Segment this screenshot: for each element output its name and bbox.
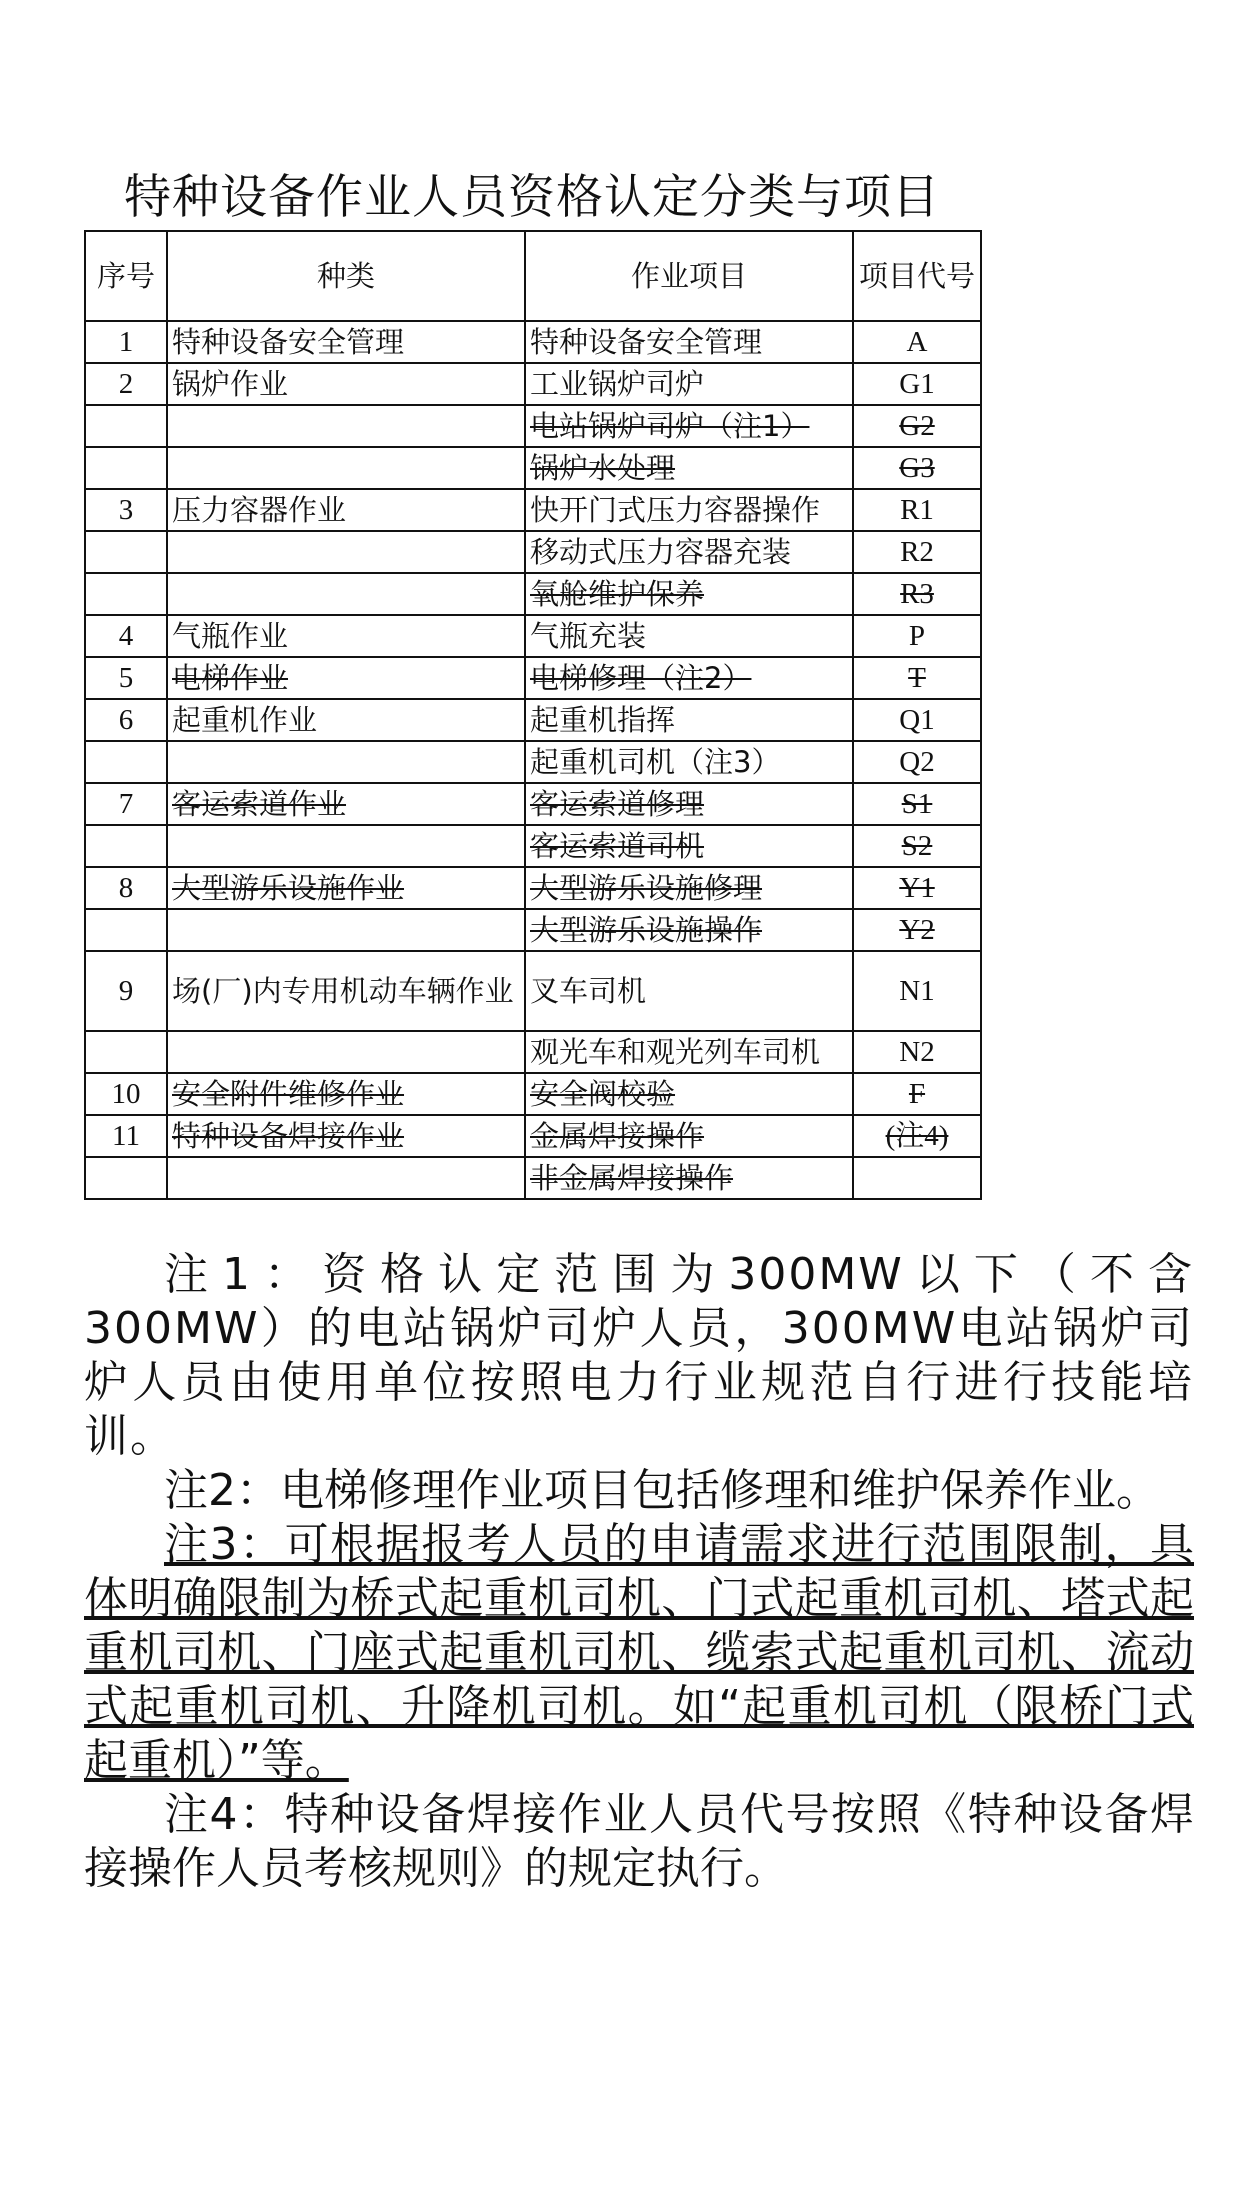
row-code: G3 xyxy=(853,447,981,489)
note-4: 注4：特种设备焊接作业人员代号按照《特种设备焊接操作人员考核规则》的规定执行。 xyxy=(84,1789,1194,1894)
row-item: 安全阀校验 xyxy=(525,1073,853,1115)
table-row xyxy=(85,1157,981,1199)
row-code: F xyxy=(853,1073,981,1115)
table-row xyxy=(85,615,981,657)
row-number xyxy=(85,825,167,867)
row-number: 2 xyxy=(85,363,167,405)
row-code: R1 xyxy=(853,489,981,531)
row-kind xyxy=(167,909,525,951)
row-kind: 气瓶作业 xyxy=(167,615,525,657)
row-kind xyxy=(167,405,525,447)
row-number xyxy=(85,531,167,573)
header-code: 项目代号 xyxy=(853,231,981,321)
row-code: R3 xyxy=(853,573,981,615)
table-row xyxy=(85,657,981,699)
row-item: 气瓶充装 xyxy=(525,615,853,657)
row-number: 11 xyxy=(85,1115,167,1157)
row-code xyxy=(853,1157,981,1199)
row-number: 1 xyxy=(85,321,167,363)
row-item: 叉车司机 xyxy=(525,951,853,1031)
row-kind xyxy=(167,1157,525,1199)
row-kind: 客运索道作业 xyxy=(167,783,525,825)
row-code: N1 xyxy=(853,951,981,1031)
row-number: 7 xyxy=(85,783,167,825)
row-item: 金属焊接操作 xyxy=(525,1115,853,1157)
table-body xyxy=(85,321,981,1199)
row-number xyxy=(85,573,167,615)
header-seq: 序号 xyxy=(85,231,167,321)
row-item: 大型游乐设施修理 xyxy=(525,867,853,909)
table-row xyxy=(85,909,981,951)
table-row xyxy=(85,489,981,531)
row-code: Y1 xyxy=(853,867,981,909)
row-number: 8 xyxy=(85,867,167,909)
row-number xyxy=(85,1157,167,1199)
row-code: Y2 xyxy=(853,909,981,951)
row-kind: 电梯作业 xyxy=(167,657,525,699)
page-title: 特种设备作业人员资格认定分类与项目 xyxy=(124,170,940,225)
row-item: 电梯修理（注2） xyxy=(525,657,853,699)
header-kind: 种类 xyxy=(167,231,525,321)
row-number: 3 xyxy=(85,489,167,531)
table-row xyxy=(85,573,981,615)
table-row xyxy=(85,405,981,447)
table-row xyxy=(85,741,981,783)
note-1: 注1：资格认定范围为300MW以下（不含300MW）的电站锅炉司炉人员，300MW电站锅炉司炉人员由使用单位按照电力行业规范自行进行技能培训。 xyxy=(84,1249,1194,1462)
row-item: 特种设备安全管理 xyxy=(525,321,853,363)
row-kind: 场(厂)内专用机动车辆作业 xyxy=(167,951,525,1031)
row-number xyxy=(85,741,167,783)
row-item: 起重机指挥 xyxy=(525,699,853,741)
row-number: 9 xyxy=(85,951,167,1031)
row-item: 快开门式压力容器操作 xyxy=(525,489,853,531)
row-kind: 特种设备焊接作业 xyxy=(167,1115,525,1157)
row-code: S2 xyxy=(853,825,981,867)
row-item: 锅炉水处理 xyxy=(525,447,853,489)
table-row xyxy=(85,867,981,909)
row-code: T xyxy=(853,657,981,699)
row-number xyxy=(85,1031,167,1073)
row-kind xyxy=(167,573,525,615)
row-item: 观光车和观光列车司机 xyxy=(525,1031,853,1073)
table-row xyxy=(85,1073,981,1115)
row-number: 4 xyxy=(85,615,167,657)
row-kind: 锅炉作业 xyxy=(167,363,525,405)
row-item: 非金属焊接操作 xyxy=(525,1157,853,1199)
row-number xyxy=(85,447,167,489)
notes-section xyxy=(84,1248,1194,1896)
row-item: 客运索道司机 xyxy=(525,825,853,867)
row-item: 电站锅炉司炉（注1） xyxy=(525,405,853,447)
row-code: (注4) xyxy=(853,1115,981,1157)
row-code: G1 xyxy=(853,363,981,405)
table-row xyxy=(85,783,981,825)
row-item: 大型游乐设施操作 xyxy=(525,909,853,951)
note-2: 注2：电梯修理作业项目包括修理和维护保养作业。 xyxy=(164,1465,1160,1516)
row-number: 5 xyxy=(85,657,167,699)
row-kind: 安全附件维修作业 xyxy=(167,1073,525,1115)
row-item: 移动式压力容器充装 xyxy=(525,531,853,573)
table-row xyxy=(85,825,981,867)
row-kind xyxy=(167,741,525,783)
header-item: 作业项目 xyxy=(525,231,853,321)
table-row xyxy=(85,1115,981,1157)
row-kind xyxy=(167,1031,525,1073)
row-code: P xyxy=(853,615,981,657)
row-kind: 特种设备安全管理 xyxy=(167,321,525,363)
row-kind xyxy=(167,825,525,867)
row-code: R2 xyxy=(853,531,981,573)
table-row xyxy=(85,363,981,405)
row-item: 氧舱维护保养 xyxy=(525,573,853,615)
row-kind: 起重机作业 xyxy=(167,699,525,741)
row-code: Q1 xyxy=(853,699,981,741)
table-row xyxy=(85,951,981,1031)
row-code: A xyxy=(853,321,981,363)
table-row xyxy=(85,699,981,741)
row-code: Q2 xyxy=(853,741,981,783)
row-item: 客运索道修理 xyxy=(525,783,853,825)
row-kind: 大型游乐设施作业 xyxy=(167,867,525,909)
qualification-table xyxy=(84,230,982,1200)
row-kind: 压力容器作业 xyxy=(167,489,525,531)
row-item: 工业锅炉司炉 xyxy=(525,363,853,405)
row-number: 10 xyxy=(85,1073,167,1115)
table-row xyxy=(85,531,981,573)
row-kind xyxy=(167,531,525,573)
table-row xyxy=(85,1031,981,1073)
row-number xyxy=(85,405,167,447)
row-code: G2 xyxy=(853,405,981,447)
note-3: 注3：可根据报考人员的申请需求进行范围限制，具体明确限制为桥式起重机司机、门式起重机司机、塔式起重机司机、门座式起重机司机、缆索式起重机司机、流动式起重机司机、升降机司机。如“起重机司机（限桥门式起重机）”等。 xyxy=(84,1519,1194,1786)
table-row xyxy=(85,447,981,489)
row-code: N2 xyxy=(853,1031,981,1073)
row-item: 起重机司机（注3） xyxy=(525,741,853,783)
row-code: S1 xyxy=(853,783,981,825)
row-number: 6 xyxy=(85,699,167,741)
row-kind xyxy=(167,447,525,489)
row-number xyxy=(85,909,167,951)
table-row xyxy=(85,321,981,363)
table-header-row xyxy=(85,231,981,321)
